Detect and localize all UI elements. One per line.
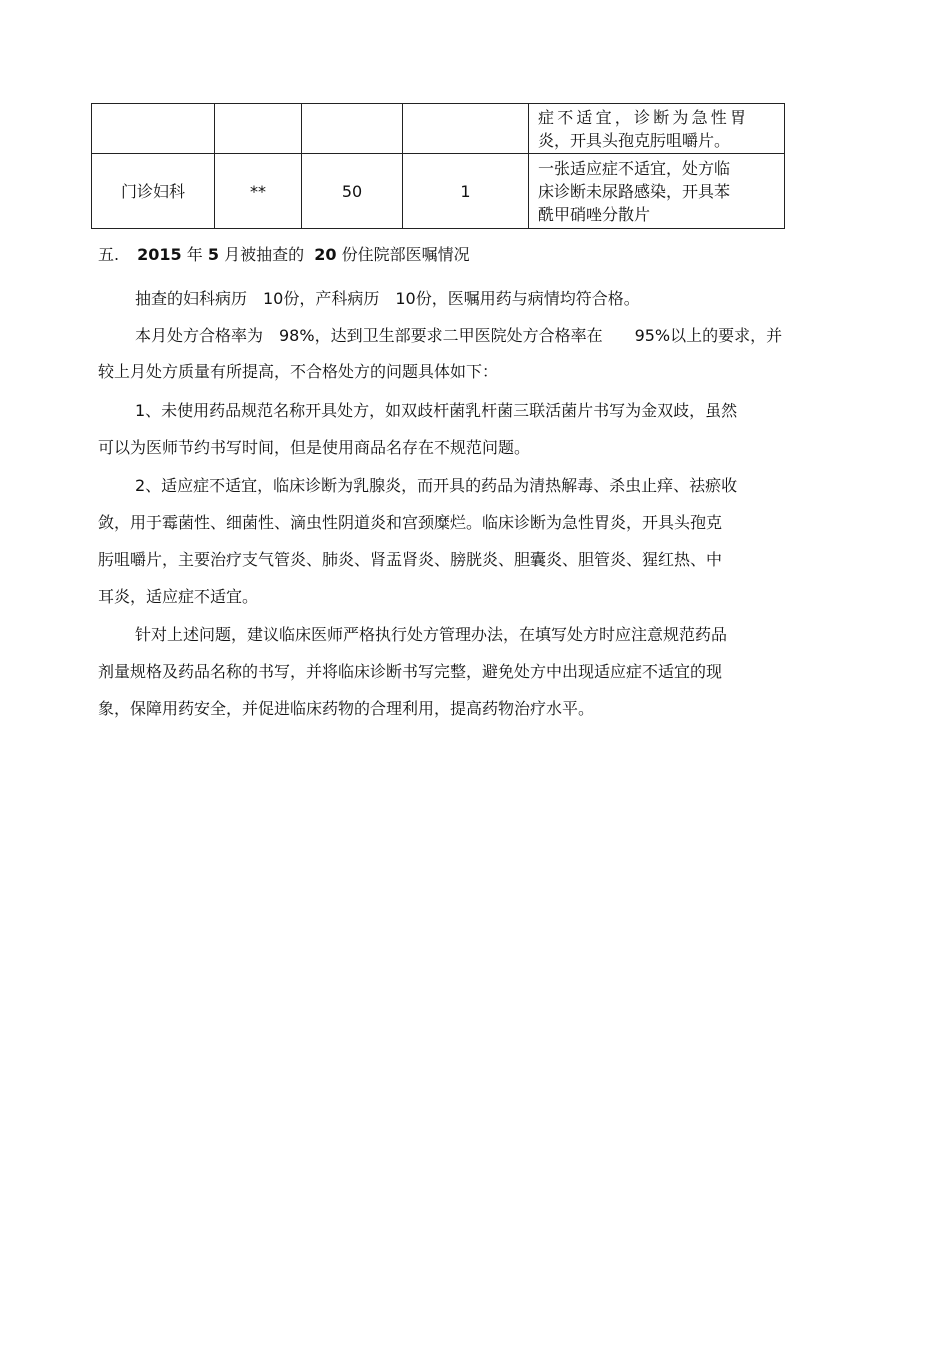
paragraph-line: 抽查的妇科病历 10份，产科病历 10份，医嘱用药与病情均符合格。 [135, 289, 640, 308]
section-number: 五. [98, 245, 120, 264]
cell-doctor [215, 104, 302, 154]
cell-total [302, 104, 403, 154]
desc-line: 一张适应症不适宜，处方临 [538, 158, 731, 178]
table-row [92, 154, 785, 229]
cell-description [529, 154, 785, 229]
cell-dept [92, 104, 215, 154]
paragraph-line: 可以为医师节约书写时间，但是使用商品名存在不规范问题。 [98, 438, 531, 457]
paragraph-line: 剂量规格及药品名称的书写，并将临床诊断书写完整，避免处方中出现适应症不适宜的现 [98, 662, 723, 681]
paragraph-line: 较上月处方质量有所提高，不合格处方的问题具体如下： [98, 362, 499, 381]
paragraph-line: 耳炎，适应症不适宜。 [98, 587, 259, 606]
paragraph-line: 1、未使用药品规范名称开具处方，如双歧杆菌乳杆菌三联活菌片书写为金双歧，虽然 [135, 401, 738, 420]
desc-line: 床诊断未尿路感染，开具苯 [538, 181, 731, 201]
desc-line: 炎，开具头孢克肟咀嚼片。 [538, 130, 731, 150]
cell-unqualified [403, 104, 529, 154]
prescription-table [91, 103, 785, 229]
paragraph-line: 本月处方合格率为 98%，达到卫生部要求二甲医院处方合格率在 95%以上的要求，并 [135, 326, 783, 345]
desc-line: 症不适宜，诊断为急性胃 [538, 107, 750, 127]
cell-doctor: ** [215, 154, 302, 229]
cell-total: 50 [302, 154, 403, 229]
table-row [92, 104, 785, 154]
paragraph-line: 针对上述问题，建议临床医师严格执行处方管理办法，在填写处方时应注意规范药品 [135, 625, 728, 644]
desc-line: 酰甲硝唑分散片 [538, 204, 651, 224]
paragraph-line: 2、适应症不适宜，临床诊断为乳腺炎，而开具的药品为清热解毒、杀虫止痒、祛瘀收 [135, 476, 738, 495]
cell-description [529, 104, 785, 154]
paragraph-line: 象，保障用药安全，并促进临床药物的合理利用，提高药物治疗水平。 [98, 699, 595, 718]
paragraph-line: 敛，用于霉菌性、细菌性、滴虫性阴道炎和宫颈糜烂。临床诊断为急性胃炎，开具头孢克 [98, 513, 723, 532]
paragraph-line: 肟咀嚼片，主要治疗支气管炎、肺炎、肾盂肾炎、膀胱炎、胆囊炎、胆管炎、猩红热、中 [98, 550, 723, 569]
cell-unqualified: 1 [403, 154, 529, 229]
cell-dept: 门诊妇科 [92, 154, 215, 229]
section-heading: 五. 2015 年 5 月被抽查的 20 份住院部医嘱情况 [98, 245, 470, 264]
